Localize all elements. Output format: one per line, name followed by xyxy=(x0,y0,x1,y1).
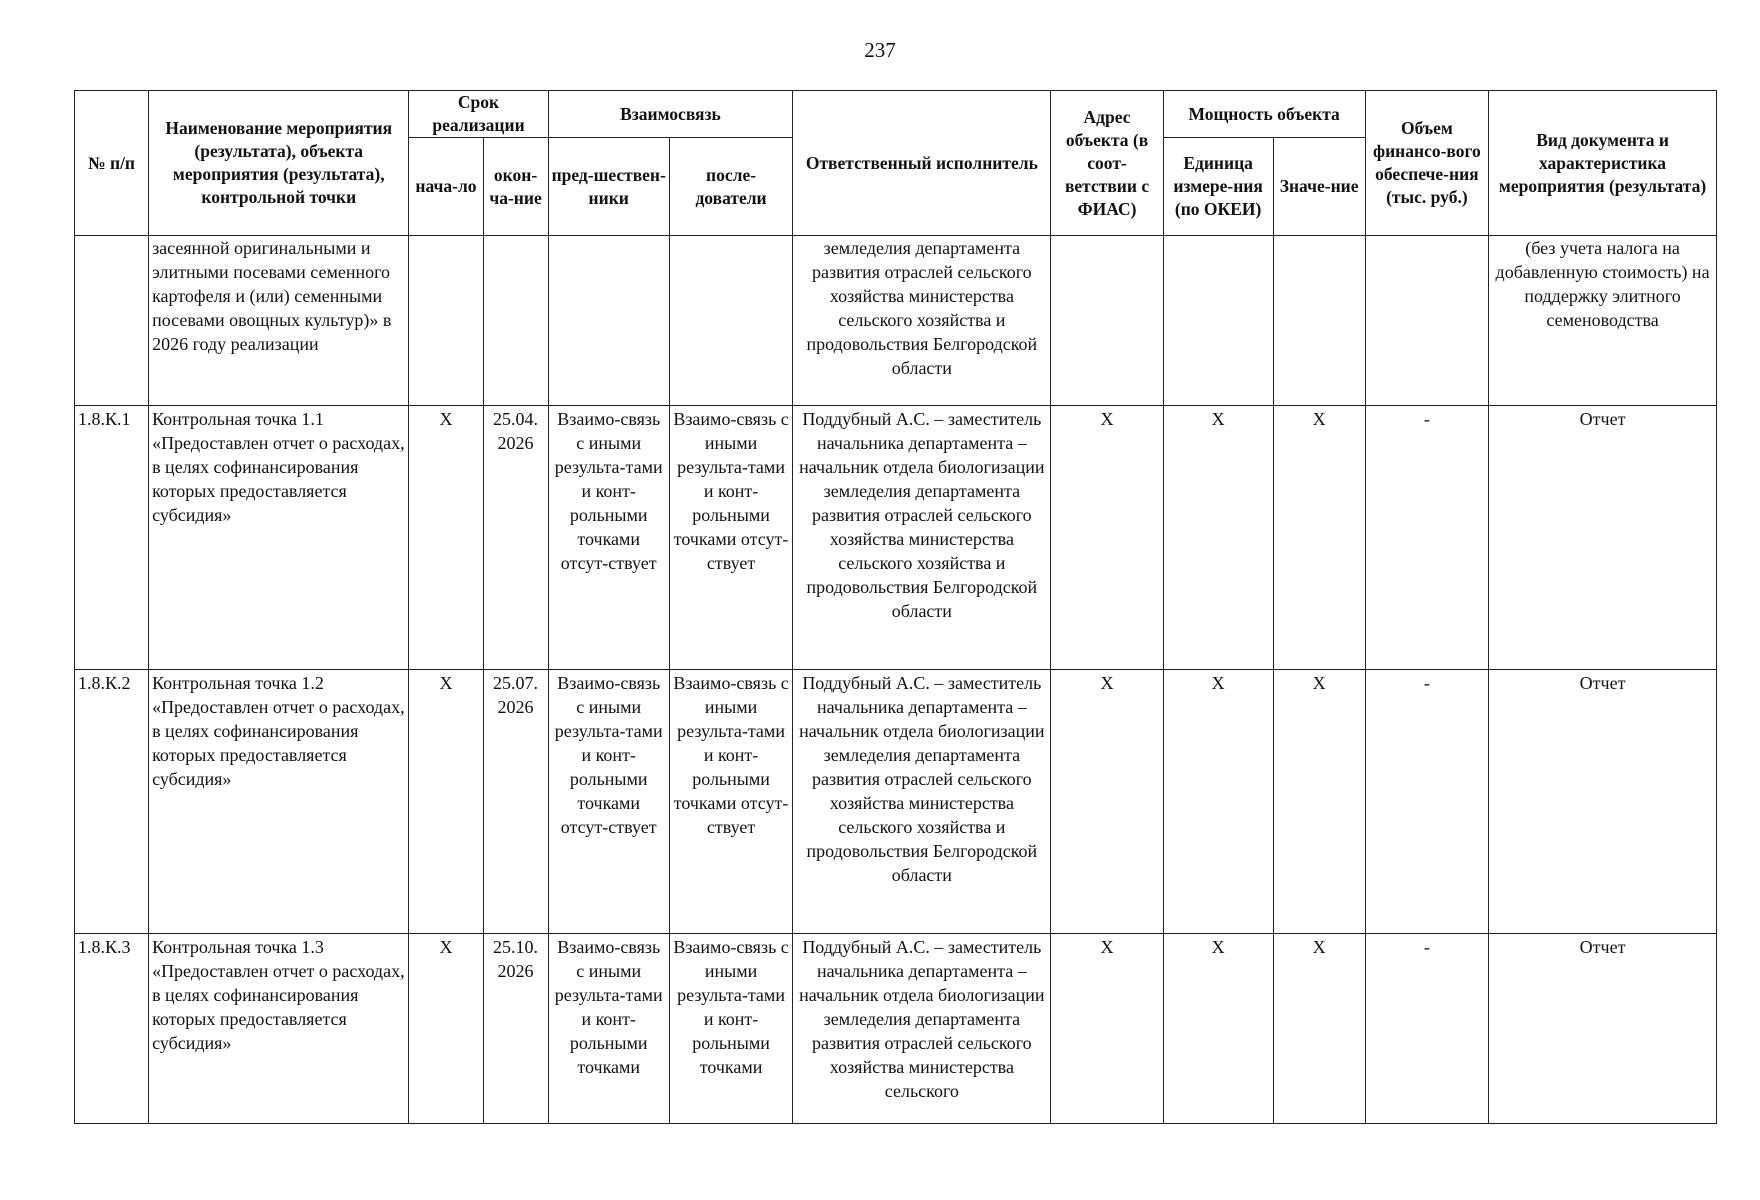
plan-table xyxy=(74,90,1717,1124)
cell-address: X xyxy=(1051,406,1163,670)
header-responsible: Ответственный исполнитель xyxy=(793,91,1051,236)
cell-doc-type: Отчет xyxy=(1489,406,1717,670)
cell-successors: Взаимо-связь с иными результа-тами и конт-рольными точками отсут-ствует xyxy=(669,406,792,670)
cell-address xyxy=(1051,236,1163,406)
cell-end: 25.10. 2026 xyxy=(483,934,548,1124)
cell-funding: - xyxy=(1365,670,1488,934)
cell-responsible: Поддубный А.С. – заместитель начальника департамента – начальник отдела биологизации земледелия департамента развития отраслей сельского хозяйства министерства сельского хозяйства и продовольствия Белгородской области xyxy=(793,406,1051,670)
header-funding: Объем финансо-вого обеспече-ния (тыс. руб.) xyxy=(1365,91,1488,236)
cell-unit: X xyxy=(1163,406,1273,670)
cell-address: X xyxy=(1051,934,1163,1124)
cell-predecessors xyxy=(548,236,669,406)
cell-funding: - xyxy=(1365,934,1488,1124)
cell-address: X xyxy=(1051,670,1163,934)
cell-end: 25.07. 2026 xyxy=(483,670,548,934)
header-value: Значе-ние xyxy=(1273,138,1365,236)
header-address: Адрес объекта (в соот-ветствии с ФИАС) xyxy=(1051,91,1163,236)
cell-start: X xyxy=(409,670,483,934)
cell-num xyxy=(75,236,149,406)
cell-num: 1.8.К.1 xyxy=(75,406,149,670)
cell-successors: Взаимо-связь с иными результа-тами и конт-рольными точками xyxy=(669,934,792,1124)
cell-name: Контрольная точка 1.3 «Предоставлен отчет о расходах, в целях софинансирования которых предоставляется субсидия» xyxy=(149,934,409,1124)
cell-responsible: Поддубный А.С. – заместитель начальника департамента – начальник отдела биологизации земледелия департамента развития отраслей сельского хозяйства министерства сельского хозяйства и продовольствия Белгородской области xyxy=(793,670,1051,934)
cell-doc-type: Отчет xyxy=(1489,670,1717,934)
cell-end: 25.04. 2026 xyxy=(483,406,548,670)
cell-name: засеянной оригинальными и элитными посевами семенного картофеля и (или) семенными посевами овощных культур)» в 2026 году реализации xyxy=(149,236,409,406)
cell-value: X xyxy=(1273,934,1365,1124)
cell-value: X xyxy=(1273,670,1365,934)
header-relation: Взаимосвязь xyxy=(548,91,793,138)
cell-end xyxy=(483,236,548,406)
cell-name: Контрольная точка 1.2 «Предоставлен отчет о расходах, в целях софинансирования которых предоставляется субсидия» xyxy=(149,670,409,934)
header-num: № п/п xyxy=(75,91,149,236)
cell-unit: X xyxy=(1163,670,1273,934)
cell-predecessors: Взаимо-связь с иными результа-тами и конт-рольными точками отсут-ствует xyxy=(548,670,669,934)
cell-start: X xyxy=(409,406,483,670)
header-term-end: окон-ча-ние xyxy=(483,138,548,236)
cell-responsible: земледелия департамента развития отраслей сельского хозяйства министерства сельского хозяйства и продовольствия Белгородской области xyxy=(793,236,1051,406)
header-term-start: нача-ло xyxy=(409,138,483,236)
table-row-continuation xyxy=(75,236,1717,406)
header-unit: Единица измере-ния (по ОКЕИ) xyxy=(1163,138,1273,236)
header-predecessors: пред-шествен-ники xyxy=(548,138,669,236)
header-term: Срок реализации xyxy=(409,91,548,138)
cell-start xyxy=(409,236,483,406)
cell-unit xyxy=(1163,236,1273,406)
table-row xyxy=(75,934,1717,1124)
cell-num: 1.8.К.3 xyxy=(75,934,149,1124)
cell-predecessors: Взаимо-связь с иными результа-тами и конт-рольными точками отсут-ствует xyxy=(548,406,669,670)
table-row xyxy=(75,406,1717,670)
cell-doc-type: (без учета налога на добавленную стоимость) на поддержку элитного семеноводства xyxy=(1489,236,1717,406)
header-capacity: Мощность объекта xyxy=(1163,91,1365,138)
table-row xyxy=(75,670,1717,934)
cell-name: Контрольная точка 1.1 «Предоставлен отчет о расходах, в целях софинансирования которых предоставляется субсидия» xyxy=(149,406,409,670)
cell-value: X xyxy=(1273,406,1365,670)
cell-num: 1.8.К.2 xyxy=(75,670,149,934)
cell-funding xyxy=(1365,236,1488,406)
cell-predecessors: Взаимо-связь с иными результа-тами и конт-рольными точками xyxy=(548,934,669,1124)
cell-successors xyxy=(669,236,792,406)
cell-value xyxy=(1273,236,1365,406)
cell-responsible: Поддубный А.С. – заместитель начальника департамента – начальник отдела биологизации земледелия департамента развития отраслей сельского хозяйства министерства сельского xyxy=(793,934,1051,1124)
cell-doc-type: Отчет xyxy=(1489,934,1717,1124)
header-doc-type: Вид документа и характеристика мероприятия (результата) xyxy=(1489,91,1717,236)
cell-funding: - xyxy=(1365,406,1488,670)
cell-start: X xyxy=(409,934,483,1124)
cell-unit: X xyxy=(1163,934,1273,1124)
header-name: Наименование мероприятия (результата), объекта мероприятия (результата), контрольной точки xyxy=(149,91,409,236)
cell-successors: Взаимо-связь с иными результа-тами и конт-рольными точками отсут-ствует xyxy=(669,670,792,934)
header-successors: после-дователи xyxy=(669,138,792,236)
page-number: 237 xyxy=(864,38,896,62)
